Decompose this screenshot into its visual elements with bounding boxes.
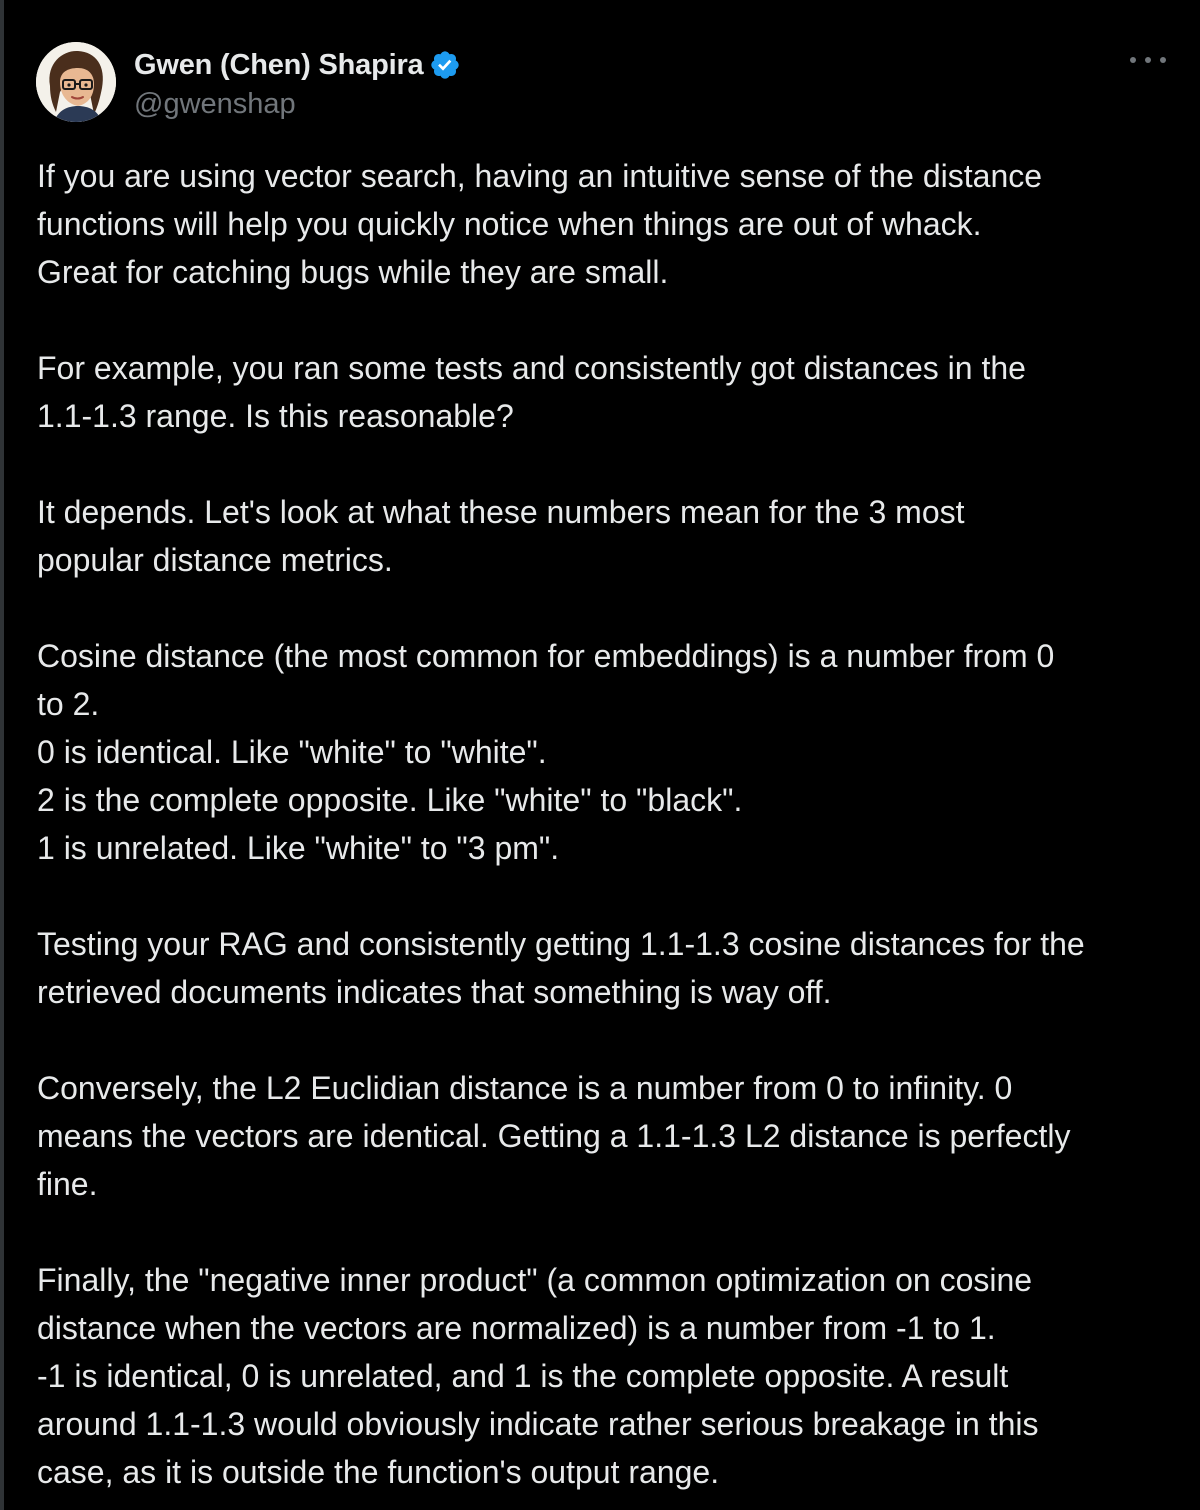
display-name[interactable]: Gwen (Chen) Shapira — [134, 48, 424, 81]
text-line: distance when the vectors are normalized) is a number from -1 to 1. — [37, 1310, 996, 1346]
more-options-icon[interactable] — [1130, 48, 1166, 72]
text-line: Testing your RAG and consistently getting 1.1-1.3 cosine distances for the — [37, 926, 1085, 962]
text-line: functions will help you quickly notice when things are out of whack. — [37, 206, 982, 242]
text-line: around 1.1-1.3 would obviously indicate rather serious breakage in this — [37, 1406, 1039, 1442]
text-line: If you are using vector search, having an intuitive sense of the distance — [37, 158, 1043, 194]
text-line: 1 is unrelated. Like "white" to "3 pm". — [37, 830, 560, 866]
text-line: case, as it is outside the function's output range. — [37, 1454, 720, 1490]
tweet-paragraph — [37, 920, 1177, 1016]
tweet-paragraph — [37, 344, 1177, 440]
text-line: Great for catching bugs while they are small. — [37, 254, 669, 290]
text-line: Finally, the "negative inner product" (a common optimization on cosine — [37, 1262, 1033, 1298]
display-name-row — [134, 46, 461, 84]
author-names — [134, 46, 461, 121]
author-avatar[interactable] — [36, 42, 116, 122]
cartoon-portrait-avatar-icon — [36, 42, 116, 122]
tweet-text — [37, 152, 1177, 1496]
text-line: means the vectors are identical. Getting a 1.1-1.3 L2 distance is perfectly — [37, 1118, 1071, 1154]
tweet-paragraph — [37, 1064, 1177, 1208]
text-line: to 2. — [37, 686, 100, 722]
text-line: 1.1-1.3 range. Is this reasonable? — [37, 398, 514, 434]
dot-icon — [1160, 57, 1166, 63]
text-line: fine. — [37, 1166, 98, 1202]
tweet-paragraph — [37, 152, 1177, 296]
tweet-paragraph — [37, 488, 1177, 584]
tweet-paragraph — [37, 632, 1177, 872]
dot-icon — [1130, 57, 1136, 63]
verified-badge-icon[interactable] — [429, 49, 461, 81]
text-line: Conversely, the L2 Euclidian distance is a number from 0 to infinity. 0 — [37, 1070, 1013, 1106]
text-line: For example, you ran some tests and consistently got distances in the — [37, 350, 1026, 386]
text-line: popular distance metrics. — [37, 542, 393, 578]
left-border — [0, 0, 4, 1510]
tweet-header — [36, 42, 1166, 126]
text-line: retrieved documents indicates that something is way off. — [37, 974, 832, 1010]
text-line: It depends. Let's look at what these numbers mean for the 3 most — [37, 494, 965, 530]
text-line: 2 is the complete opposite. Like "white" to "black". — [37, 782, 743, 818]
text-line: 0 is identical. Like "white" to "white". — [37, 734, 547, 770]
tweet-paragraph — [37, 1256, 1177, 1496]
text-line: -1 is identical, 0 is unrelated, and 1 is the complete opposite. A result — [37, 1358, 1009, 1394]
text-line: Cosine distance (the most common for embeddings) is a number from 0 — [37, 638, 1055, 674]
author-handle[interactable]: @gwenshap — [134, 88, 296, 120]
dot-icon — [1145, 57, 1151, 63]
